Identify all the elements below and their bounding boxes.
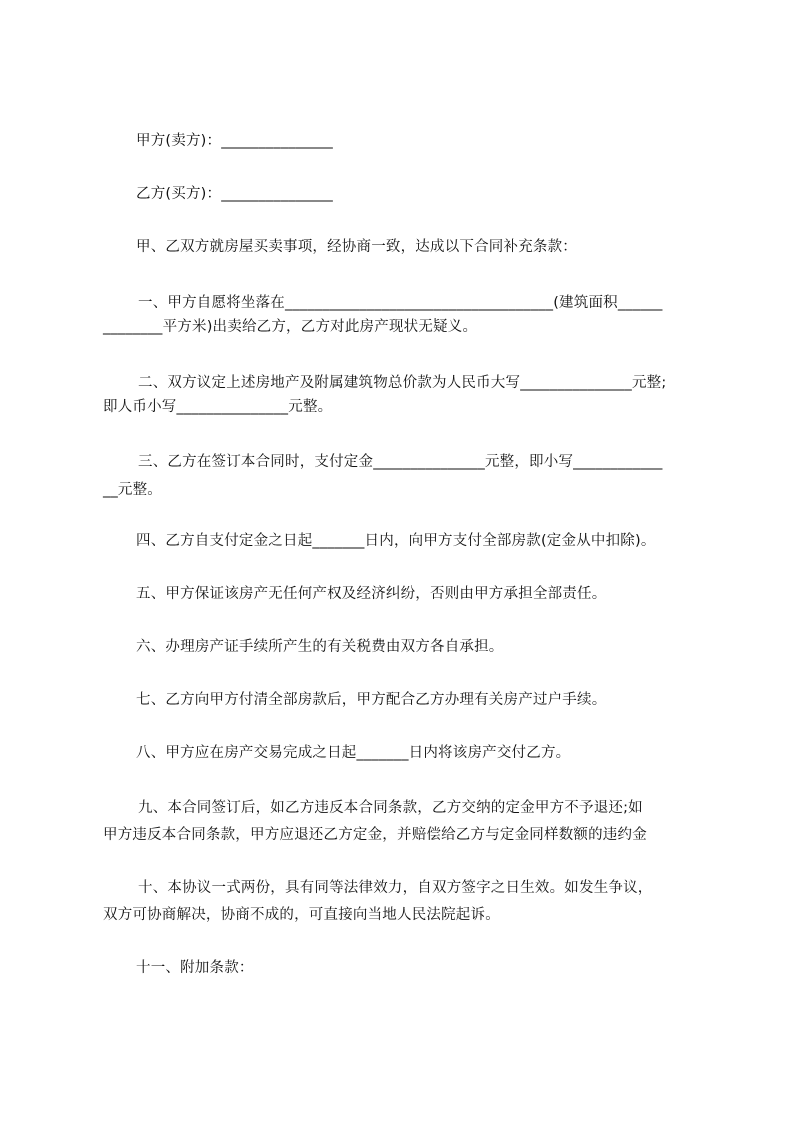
clause-3-line-1: 三、乙方在签订本合同时，支付定金_______________元整，即小写____________ <box>138 454 663 470</box>
clause-2-line-1: 二、双方议定上述房地产及附属建筑物总价款为人民币大写_______________元整; <box>138 375 667 391</box>
clause-8: 八、甲方应在房产交易完成之日起_______日内将该房产交付乙方。 <box>136 745 571 761</box>
clause-4: 四、乙方自支付定金之日起_______日内，向甲方支付全部房款(定金从中扣除)。 <box>136 533 656 549</box>
clause-5: 五、甲方保证该房产无任何产权及经济纠纷，否则由甲方承担全部责任。 <box>136 586 607 602</box>
clause-10-line-2: 双方可协商解决，协商不成的，可直接向当地人民法院起诉。 <box>103 907 500 923</box>
clause-11: 十一、附加条款： <box>136 960 254 976</box>
clause-7: 七、乙方向甲方付清全部房款后，甲方配合乙方办理有关房产过户手续。 <box>136 692 607 708</box>
clause-6: 六、办理房产证手续所产生的有关税费由双方各自承担。 <box>136 639 504 655</box>
intro-paragraph: 甲、乙双方就房屋买卖事项，经协商一致，达成以下合同补充条款： <box>136 239 577 255</box>
clause-1-line-2: ________平方米)出卖给乙方，乙方对此房产现状无疑义。 <box>103 319 478 335</box>
clause-1-line-1: 一、甲方自愿将坐落在____________________________________(建筑面积______ <box>138 295 663 311</box>
clause-2-line-2: 即人币小写_______________元整。 <box>103 399 333 415</box>
clause-9-line-1: 九、本合同签订后，如乙方违反本合同条款，乙方交纳的定金甲方不予退还;如 <box>138 800 643 816</box>
clause-10-line-1: 十、本协议一式两份，具有同等法律效力，自双方签字之日生效。如发生争议， <box>138 880 653 896</box>
clause-9-line-2: 甲方违反本合同条款，甲方应退还乙方定金，并赔偿给乙方与定金同样数额的违约金 <box>103 827 647 843</box>
party-a-line: 甲方(卖方)：_______________ <box>136 133 333 149</box>
party-b-line: 乙方(买方)：_______________ <box>136 186 333 202</box>
clause-3-line-2: __元整。 <box>103 482 162 498</box>
